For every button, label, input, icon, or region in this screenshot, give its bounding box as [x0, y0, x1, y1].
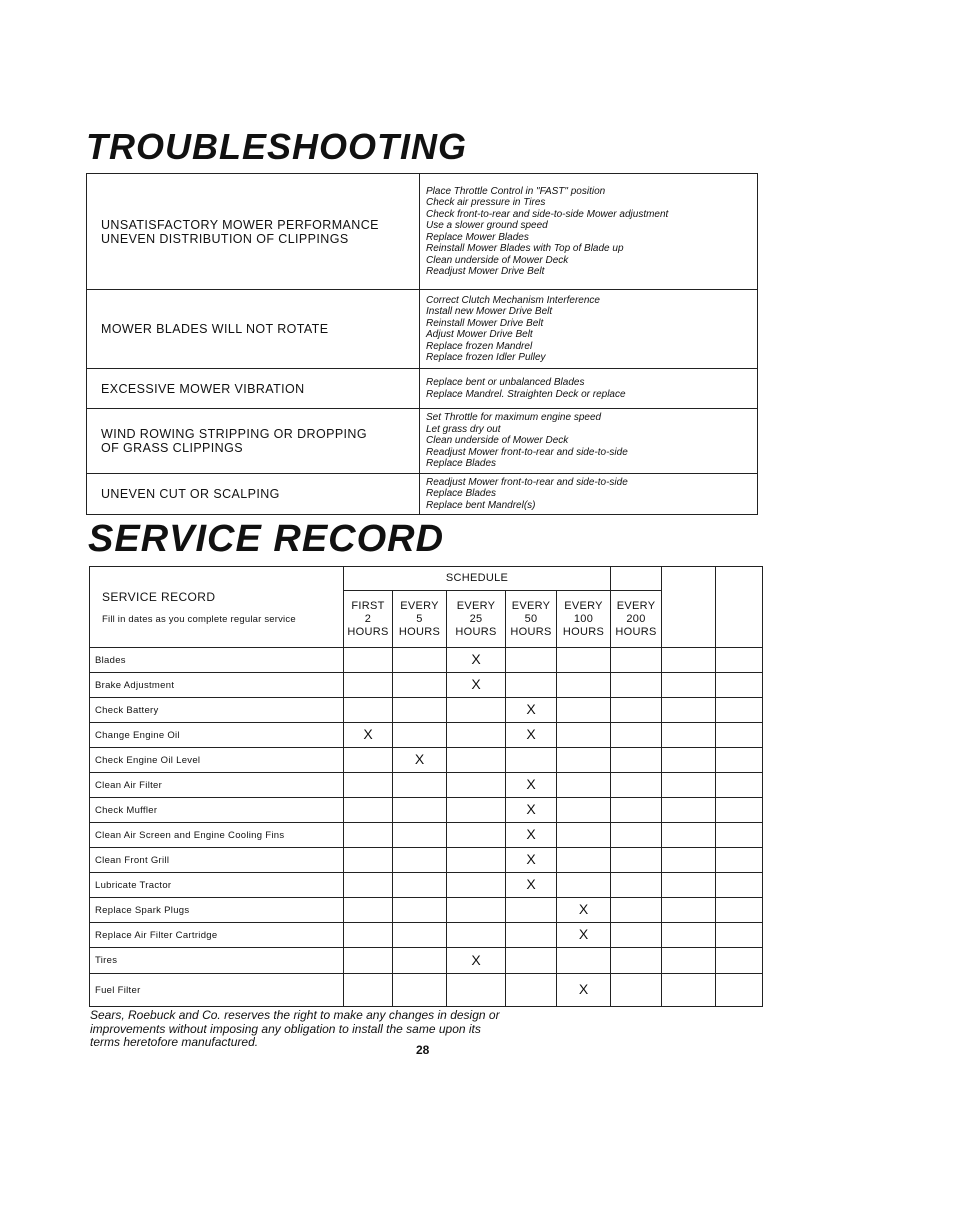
date-cell	[716, 873, 763, 898]
problem-cell	[87, 174, 420, 290]
schedule-cell	[557, 748, 611, 773]
remedy-text: Check front-to-rear and side-to-side Mower adjustment	[426, 208, 669, 220]
schedule-cell	[557, 923, 611, 948]
problem-text: OF GRASS CLIPPINGS	[101, 440, 243, 455]
date-cell	[716, 723, 763, 748]
schedule-cell	[611, 798, 662, 823]
schedule-cell	[393, 673, 447, 698]
schedule-cell	[344, 698, 393, 723]
schedule-cell	[344, 723, 393, 748]
footnote-line: improvements without imposing any obligation to install the same upon its	[90, 1021, 481, 1036]
schedule-cell	[506, 648, 557, 673]
schedule-cell	[344, 948, 393, 974]
remedy-text: Replace Blades	[426, 458, 497, 469]
remedy-text: Use a slower ground speed	[426, 220, 548, 231]
schedule-cell	[611, 648, 662, 673]
schedule-cell	[447, 823, 506, 848]
schedule-cell	[611, 773, 662, 798]
schedule-cell	[506, 898, 557, 923]
schedule-cell	[344, 873, 393, 898]
service-task-row	[90, 648, 763, 673]
remedy-cell	[420, 409, 758, 474]
schedule-cell	[557, 773, 611, 798]
date-cell	[716, 773, 763, 798]
date-cell	[716, 823, 763, 848]
date-cell	[662, 923, 716, 948]
schedule-cell	[506, 873, 557, 898]
service-task-row	[90, 898, 763, 923]
schedule-cell	[557, 823, 611, 848]
remedy-cell	[420, 369, 758, 409]
task-name: Lubricate Tractor	[90, 873, 344, 898]
schedule-cell	[611, 873, 662, 898]
remedy-text: Reinstall Mower Blades with Top of Blade up	[426, 243, 624, 254]
schedule-mark: X	[526, 726, 536, 742]
interval-header-line: 2	[364, 612, 372, 625]
schedule-cell	[447, 798, 506, 823]
date-cell	[662, 673, 716, 698]
schedule-mark: X	[414, 751, 425, 767]
schedule-cell	[611, 673, 662, 698]
problem-cell	[87, 290, 420, 369]
footnote	[90, 1009, 560, 1050]
date-cell	[716, 923, 763, 948]
schedule-cell	[393, 923, 447, 948]
service-task-row	[90, 873, 763, 898]
schedule-cell	[611, 723, 662, 748]
interval-header-line: EVERY	[456, 599, 496, 612]
remedy-text: Install new Mower Drive Belt	[426, 306, 553, 317]
problem-cell	[87, 369, 420, 409]
interval-header-line: 5	[416, 612, 423, 625]
remedy-text: Correct Clutch Mechanism Interference	[426, 294, 600, 306]
date-cell	[716, 974, 763, 1007]
interval-header-line: HOURS	[455, 625, 497, 638]
date-cell	[716, 698, 763, 723]
schedule-cell	[447, 673, 506, 698]
page-number: 28	[416, 1043, 430, 1057]
task-name: Clean Air Filter	[90, 773, 344, 798]
task-name: Check Battery	[90, 698, 344, 723]
schedule-cell	[611, 898, 662, 923]
schedule-cell	[344, 974, 393, 1007]
interval-header-line: HOURS	[347, 625, 389, 638]
date-cell	[716, 848, 763, 873]
service-record-title: SERVICE RECORD	[88, 518, 445, 560]
task-name: Brake Adjustment	[90, 673, 344, 698]
remedy-text: Replace Blades	[426, 488, 497, 499]
schedule-mark: X	[526, 776, 536, 792]
problem-text: UNEVEN CUT OR SCALPING	[101, 486, 280, 501]
troubleshooting-row	[87, 473, 758, 515]
remedy-text: Replace frozen Idler Pulley	[426, 352, 546, 363]
schedule-cell	[344, 648, 393, 673]
interval-header	[447, 591, 506, 648]
remedy-text: Place Throttle Control in "FAST" position	[426, 185, 606, 197]
schedule-cell	[557, 974, 611, 1007]
schedule-cell	[557, 648, 611, 673]
task-name: Blades	[90, 648, 344, 673]
schedule-cell	[447, 923, 506, 948]
schedule-cell	[557, 798, 611, 823]
schedule-cell	[393, 798, 447, 823]
date-cell	[716, 648, 763, 673]
troubleshooting-row	[87, 369, 758, 409]
interval-header	[344, 591, 393, 648]
schedule-cell	[447, 873, 506, 898]
remedy-cell	[420, 473, 758, 515]
schedule-cell	[557, 698, 611, 723]
schedule-mark: X	[578, 926, 589, 942]
footnote-line: terms heretofore manufactured.	[90, 1035, 259, 1049]
remedy-text: Readjust Mower front-to-rear and side-to-side	[426, 476, 628, 488]
schedule-cell	[393, 823, 447, 848]
schedule-cell	[344, 673, 393, 698]
schedule-mark: X	[526, 851, 536, 867]
interval-header-line: 100	[573, 612, 594, 625]
schedule-cell	[557, 898, 611, 923]
schedule-cell	[557, 848, 611, 873]
service-record-header-title: SERVICE RECORD	[102, 589, 216, 604]
remedy-text: Check air pressure in Tires	[426, 197, 546, 208]
task-name: Clean Air Screen and Engine Cooling Fins	[90, 823, 344, 848]
service-record-table	[89, 566, 763, 1007]
schedule-cell	[344, 898, 393, 923]
date-cell	[716, 898, 763, 923]
problem-cell	[87, 409, 420, 474]
schedule-mark: X	[363, 726, 373, 742]
date-cell	[716, 798, 763, 823]
problem-cell	[87, 473, 420, 515]
schedule-cell	[611, 748, 662, 773]
interval-header	[393, 591, 447, 648]
schedule-mark: X	[471, 676, 481, 692]
schedule-cell	[447, 848, 506, 873]
troubleshooting-table	[86, 173, 758, 515]
date-cell	[716, 948, 763, 974]
schedule-cell	[393, 773, 447, 798]
schedule-cell	[393, 848, 447, 873]
troubleshooting-title: TROUBLESHOOTING	[86, 126, 467, 167]
schedule-cell	[611, 948, 662, 974]
service-task-row	[90, 823, 763, 848]
schedule-cell	[393, 948, 447, 974]
schedule-cell	[344, 823, 393, 848]
troubleshooting-row	[87, 174, 758, 290]
problem-text: WIND ROWING STRIPPING OR DROPPING	[101, 426, 367, 441]
interval-header-line: 200	[626, 612, 646, 625]
schedule-mark: X	[526, 801, 536, 817]
interval-header	[557, 591, 611, 648]
service-task-row	[90, 748, 763, 773]
schedule-cell	[447, 773, 506, 798]
remedy-text: Readjust Mower Drive Belt	[426, 266, 545, 277]
schedule-mark: X	[578, 981, 589, 997]
service-record-header-cell	[90, 567, 344, 648]
date-cell	[716, 673, 763, 698]
problem-text: MOWER BLADES WILL NOT ROTATE	[101, 322, 329, 336]
schedule-mark: X	[471, 951, 481, 968]
service-task-row	[90, 848, 763, 873]
task-name: Check Engine Oil Level	[90, 748, 344, 773]
remedy-text: Set Throttle for maximum engine speed	[426, 412, 602, 423]
remedy-text: Readjust Mower front-to-rear and side-to-side	[426, 446, 628, 458]
interval-header-line: EVERY	[616, 599, 656, 612]
date-cell	[662, 648, 716, 673]
date-cell	[662, 823, 716, 848]
schedule-cell	[611, 848, 662, 873]
schedule-cell	[506, 823, 557, 848]
remedy-text: Clean underside of Mower Deck	[426, 254, 569, 266]
remedy-text: Replace bent or unbalanced Blades	[426, 377, 585, 388]
schedule-cell	[393, 698, 447, 723]
date-cell	[662, 948, 716, 974]
date-cell	[662, 848, 716, 873]
service-task-row	[90, 798, 763, 823]
service-record-header-subtitle: Fill in dates as you complete regular service	[102, 613, 296, 625]
service-task-row	[90, 948, 763, 974]
task-name: Fuel Filter	[90, 974, 344, 1007]
footnote-line: Sears, Roebuck and Co. reserves the right to make any changes in design or	[90, 1008, 500, 1022]
schedule-mark: X	[526, 826, 536, 842]
remedy-text: Replace Mandrel. Straighten Deck or replace	[426, 388, 626, 400]
interval-header-line: 25	[469, 612, 483, 625]
schedule-cell	[393, 873, 447, 898]
interval-header-line: HOURS	[615, 625, 657, 638]
schedule-cell	[506, 698, 557, 723]
schedule-cell	[344, 848, 393, 873]
remedy-text: Clean underside of Mower Deck	[426, 435, 569, 446]
schedule-cell	[447, 748, 506, 773]
schedule-cell	[393, 898, 447, 923]
service-task-row	[90, 974, 763, 1007]
service-task-row	[90, 923, 763, 948]
interval-header	[506, 591, 557, 648]
schedule-mark: X	[471, 651, 481, 667]
schedule-cell	[557, 948, 611, 974]
task-name: Replace Spark Plugs	[90, 898, 344, 923]
remedy-text: Adjust Mower Drive Belt	[426, 329, 533, 340]
task-name: Clean Front Grill	[90, 848, 344, 873]
date-cell	[662, 723, 716, 748]
date-cell	[662, 698, 716, 723]
remedy-text: Reinstall Mower Drive Belt	[426, 317, 544, 329]
schedule-mark: X	[526, 876, 536, 892]
date-cell	[662, 773, 716, 798]
remedy-text: Replace Mower Blades	[426, 231, 529, 243]
schedule-cell	[611, 923, 662, 948]
schedule-cell	[393, 723, 447, 748]
task-name: Replace Air Filter Cartridge	[90, 923, 344, 948]
date-cell	[662, 748, 716, 773]
service-task-row	[90, 698, 763, 723]
problem-text: EXCESSIVE MOWER VIBRATION	[101, 381, 305, 396]
date-cell	[662, 974, 716, 1007]
task-name: Tires	[90, 948, 344, 974]
problem-text: UNSATISFACTORY MOWER PERFORMANCE	[101, 217, 379, 232]
interval-header-line: HOURS	[510, 625, 552, 638]
schedule-cell	[393, 648, 447, 673]
schedule-cell	[506, 773, 557, 798]
troubleshooting-row	[87, 290, 758, 369]
schedule-cell	[447, 723, 506, 748]
schedule-label: SCHEDULE	[344, 567, 611, 591]
schedule-cell	[506, 798, 557, 823]
interval-header-line: HOURS	[562, 625, 605, 638]
schedule-cell	[506, 673, 557, 698]
schedule-cell	[611, 974, 662, 1007]
date-cell	[662, 898, 716, 923]
date-cell	[716, 748, 763, 773]
schedule-cell	[557, 873, 611, 898]
remedy-text: Replace bent Mandrel(s)	[426, 499, 536, 511]
schedule-cell	[506, 974, 557, 1007]
schedule-cell	[447, 648, 506, 673]
schedule-cell	[393, 748, 447, 773]
schedule-cell	[506, 948, 557, 974]
remedy-cell	[420, 174, 758, 290]
interval-header-line: EVERY	[400, 599, 439, 612]
service-task-row	[90, 773, 763, 798]
schedule-cell	[344, 773, 393, 798]
service-task-row	[90, 723, 763, 748]
schedule-cell	[393, 974, 447, 1007]
schedule-cell	[611, 698, 662, 723]
interval-header-line: FIRST	[351, 599, 385, 612]
date-cell	[662, 873, 716, 898]
task-name: Change Engine Oil	[90, 723, 344, 748]
interval-header-line: EVERY	[511, 599, 551, 612]
schedule-mark: X	[578, 901, 589, 917]
remedy-cell	[420, 290, 758, 369]
schedule-cell	[506, 848, 557, 873]
schedule-cell	[344, 748, 393, 773]
schedule-cell	[447, 974, 506, 1007]
interval-header-line: EVERY	[564, 599, 603, 612]
schedule-cell	[611, 823, 662, 848]
date-cell	[662, 798, 716, 823]
interval-header-line: HOURS	[398, 625, 441, 638]
schedule-cell	[447, 898, 506, 923]
troubleshooting-row	[87, 409, 758, 474]
schedule-mark: X	[526, 701, 536, 717]
task-name: Check Muffler	[90, 798, 344, 823]
remedy-text: Let grass dry out	[426, 423, 501, 435]
schedule-cell	[506, 723, 557, 748]
schedule-cell	[557, 673, 611, 698]
interval-header	[611, 591, 662, 648]
schedule-cell	[447, 698, 506, 723]
schedule-cell	[447, 948, 506, 974]
schedule-cell	[557, 723, 611, 748]
problem-text: UNEVEN DISTRIBUTION OF CLIPPINGS	[101, 231, 349, 246]
schedule-cell	[506, 923, 557, 948]
schedule-cell	[344, 798, 393, 823]
schedule-cell	[506, 748, 557, 773]
service-task-row	[90, 673, 763, 698]
remedy-text: Replace frozen Mandrel	[426, 340, 533, 352]
schedule-cell	[344, 923, 393, 948]
interval-header-line: 50	[524, 612, 538, 625]
